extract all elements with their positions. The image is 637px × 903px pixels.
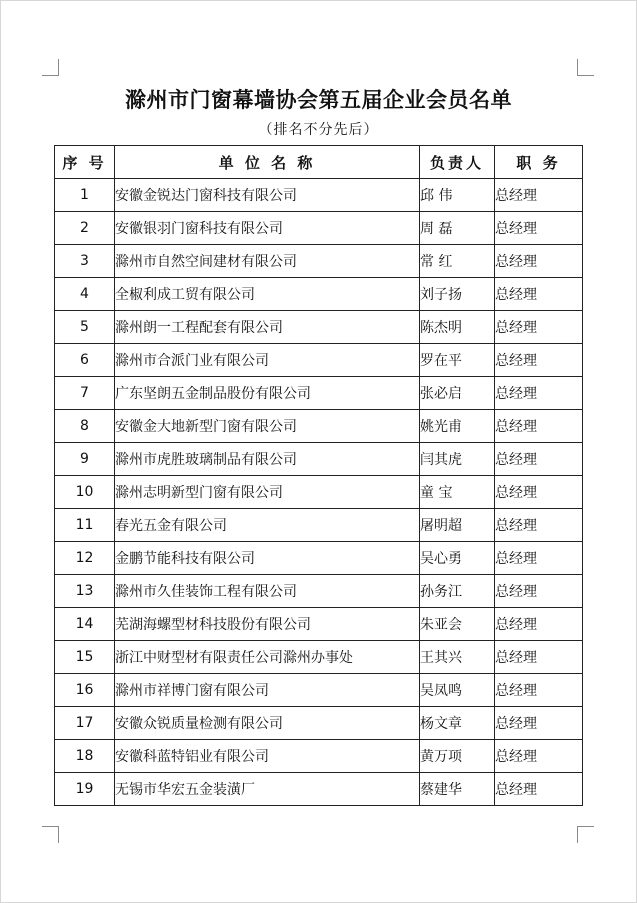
table-row <box>55 311 583 344</box>
crop-mark-bottom-right <box>577 826 594 843</box>
crop-mark-bottom-left <box>42 826 59 843</box>
row-company-name: 滁州市合派门业有限公司 <box>115 344 420 377</box>
table-row <box>55 608 583 641</box>
crop-mark-top-right <box>577 59 594 76</box>
row-person: 闫其虎 <box>420 443 495 476</box>
row-number: 4 <box>55 278 115 311</box>
table-row <box>55 278 583 311</box>
row-company-name: 全椒利成工贸有限公司 <box>115 278 420 311</box>
crop-mark-top-left <box>42 59 59 76</box>
row-person: 罗在平 <box>420 344 495 377</box>
table-row <box>55 509 583 542</box>
row-position: 总经理 <box>495 476 583 509</box>
row-position: 总经理 <box>495 509 583 542</box>
row-company-name: 广东坚朗五金制品股份有限公司 <box>115 377 420 410</box>
row-position: 总经理 <box>495 410 583 443</box>
table-row <box>55 410 583 443</box>
table-row <box>55 542 583 575</box>
row-person: 黄万项 <box>420 740 495 773</box>
table-row <box>55 740 583 773</box>
row-number: 6 <box>55 344 115 377</box>
member-rows <box>55 179 583 806</box>
row-company-name: 无锡市华宏五金装潢厂 <box>115 773 420 806</box>
row-number: 12 <box>55 542 115 575</box>
header-company: 单 位 名 称 <box>115 146 420 179</box>
row-person: 常 红 <box>420 245 495 278</box>
row-number: 5 <box>55 311 115 344</box>
row-position: 总经理 <box>495 674 583 707</box>
table-header-row <box>55 146 583 179</box>
header-position: 职 务 <box>495 146 583 179</box>
row-number: 10 <box>55 476 115 509</box>
row-person: 朱亚会 <box>420 608 495 641</box>
row-position: 总经理 <box>495 245 583 278</box>
row-position: 总经理 <box>495 212 583 245</box>
row-person: 蔡建华 <box>420 773 495 806</box>
row-position: 总经理 <box>495 443 583 476</box>
row-number: 3 <box>55 245 115 278</box>
row-position: 总经理 <box>495 575 583 608</box>
row-person: 刘子扬 <box>420 278 495 311</box>
row-number: 1 <box>55 179 115 212</box>
table-row <box>55 476 583 509</box>
row-position: 总经理 <box>495 344 583 377</box>
header-person: 负责人 <box>420 146 495 179</box>
row-number: 8 <box>55 410 115 443</box>
row-company-name: 金鹏节能科技有限公司 <box>115 542 420 575</box>
row-company-name: 滁州朗一工程配套有限公司 <box>115 311 420 344</box>
row-position: 总经理 <box>495 278 583 311</box>
row-number: 14 <box>55 608 115 641</box>
row-number: 9 <box>55 443 115 476</box>
row-person: 王其兴 <box>420 641 495 674</box>
row-company-name: 安徽银羽门窗科技有限公司 <box>115 212 420 245</box>
document-subtitle: （排名不分先后） <box>258 122 379 138</box>
row-company-name: 滁州市久佳装饰工程有限公司 <box>115 575 420 608</box>
table-row <box>55 641 583 674</box>
row-number: 17 <box>55 707 115 740</box>
row-person: 杨文章 <box>420 707 495 740</box>
row-position: 总经理 <box>495 641 583 674</box>
row-number: 11 <box>55 509 115 542</box>
table-row <box>55 773 583 806</box>
row-position: 总经理 <box>495 179 583 212</box>
row-position: 总经理 <box>495 608 583 641</box>
table-row <box>55 344 583 377</box>
table-row <box>55 179 583 212</box>
row-position: 总经理 <box>495 707 583 740</box>
row-position: 总经理 <box>495 311 583 344</box>
row-position: 总经理 <box>495 542 583 575</box>
document-title: 滁州市门窗幕墙协会第五届企业会员名单 <box>125 88 512 112</box>
member-table <box>54 145 583 806</box>
row-company-name: 安徽科蓝特铝业有限公司 <box>115 740 420 773</box>
row-company-name: 浙江中财型材有限责任公司滁州办事处 <box>115 641 420 674</box>
row-company-name: 春光五金有限公司 <box>115 509 420 542</box>
row-company-name: 滁州市祥博门窗有限公司 <box>115 674 420 707</box>
row-company-name: 安徽金大地新型门窗有限公司 <box>115 410 420 443</box>
row-number: 19 <box>55 773 115 806</box>
row-person: 张必启 <box>420 377 495 410</box>
row-number: 16 <box>55 674 115 707</box>
row-person: 吴凤鸣 <box>420 674 495 707</box>
row-number: 7 <box>55 377 115 410</box>
row-person: 陈杰明 <box>420 311 495 344</box>
row-person: 吴心勇 <box>420 542 495 575</box>
row-person: 屠明超 <box>420 509 495 542</box>
row-position: 总经理 <box>495 773 583 806</box>
row-position: 总经理 <box>495 377 583 410</box>
row-person: 童 宝 <box>420 476 495 509</box>
row-position: 总经理 <box>495 740 583 773</box>
table-row <box>55 575 583 608</box>
row-company-name: 安徽金锐达门窗科技有限公司 <box>115 179 420 212</box>
row-company-name: 安徽众锐质量检测有限公司 <box>115 707 420 740</box>
header-number: 序 号 <box>55 146 115 179</box>
row-person: 孙务江 <box>420 575 495 608</box>
row-number: 13 <box>55 575 115 608</box>
table-row <box>55 212 583 245</box>
row-number: 18 <box>55 740 115 773</box>
table-row <box>55 707 583 740</box>
row-number: 2 <box>55 212 115 245</box>
row-person: 周 磊 <box>420 212 495 245</box>
row-person: 邱 伟 <box>420 179 495 212</box>
row-company-name: 滁州志明新型门窗有限公司 <box>115 476 420 509</box>
table-row <box>55 443 583 476</box>
row-company-name: 滁州市虎胜玻璃制品有限公司 <box>115 443 420 476</box>
row-company-name: 芜湖海螺型材科技股份有限公司 <box>115 608 420 641</box>
table-row <box>55 674 583 707</box>
table-row <box>55 245 583 278</box>
row-number: 15 <box>55 641 115 674</box>
table-row <box>55 377 583 410</box>
row-person: 姚光甫 <box>420 410 495 443</box>
row-company-name: 滁州市自然空间建材有限公司 <box>115 245 420 278</box>
